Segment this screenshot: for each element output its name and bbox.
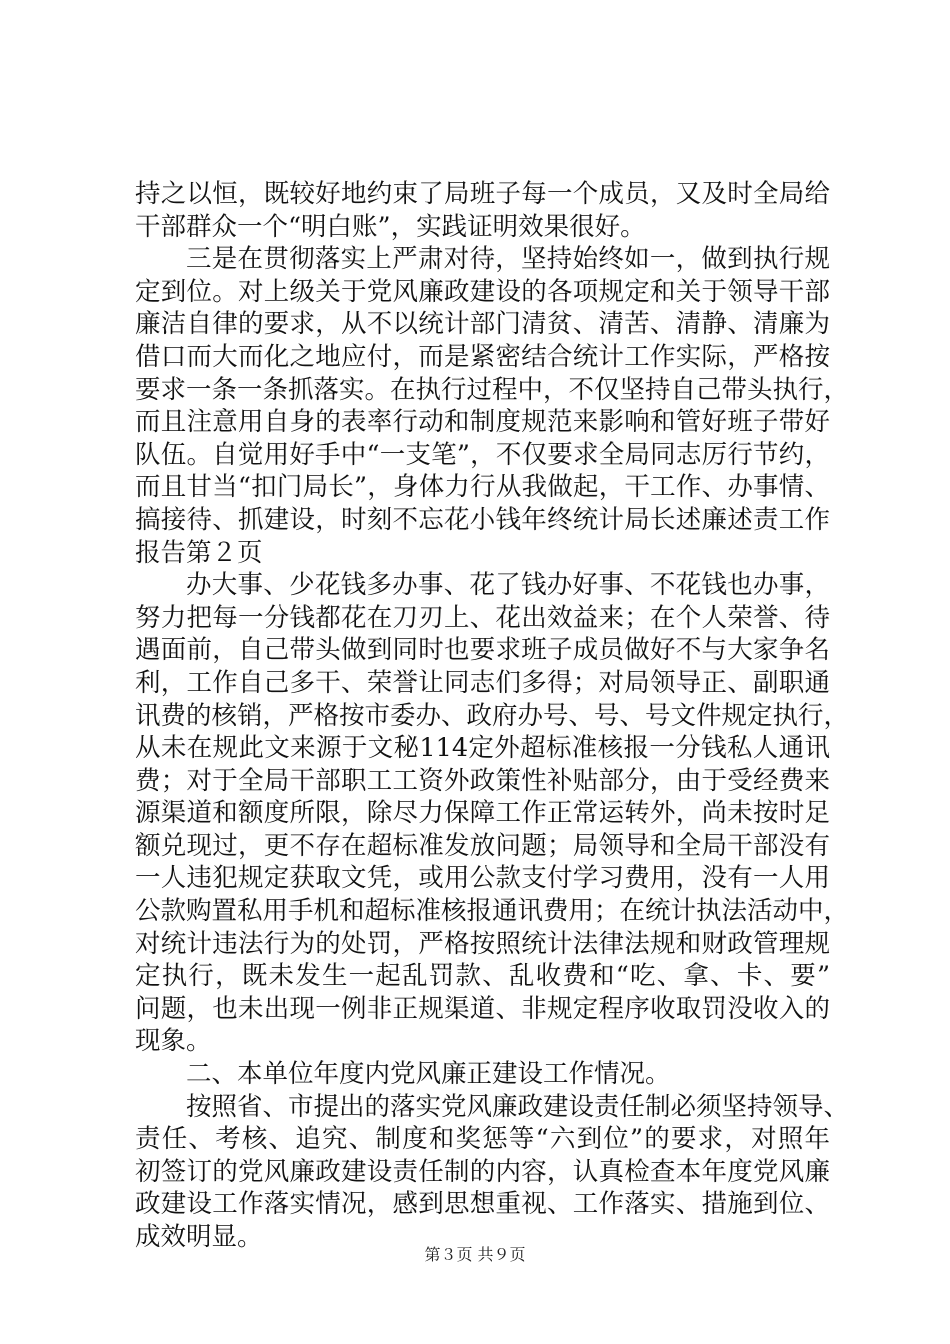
text-line: 定执行，既未发生一起乱罚款、乱收费和“吃、拿、卡、要” (135, 961, 830, 992)
text-line: 队伍。自觉用好手中“一支笔”，不仅要求全局同志厉行节约， (135, 439, 830, 470)
text-line: 三是在贯彻落实上严肃对待，坚持始终如一，做到执行规 (186, 244, 830, 275)
text-line: 而且注意用自身的表率行动和制度规范来影响和管好班子带好 (135, 407, 830, 438)
text-line: 干部群众一个“明白账”，实践证明效果很好。 (135, 211, 646, 242)
text-line: 讯费的核销，严格按市委办、政府办号、号、号文件规定执行， (135, 700, 850, 731)
text-line: 问题，也未出现一例非正规渠道、非规定程序收取罚没收入的 (135, 993, 830, 1024)
text-line: 现象。 (135, 1026, 212, 1057)
text-line: 借口而大而化之地应付，而是紧密结合统计工作实际，严格按 (135, 341, 830, 372)
text-line: 额兑现过，更不存在超标准发放问题；局领导和全局干部没有 (135, 830, 830, 861)
text-line: 利，工作自己多干、荣誉让同志们多得；对局领导正、副职通 (135, 667, 830, 698)
text-line: 报告第２页 (135, 537, 263, 568)
text-line: 责任、考核、追究、制度和奖惩等“六到位”的要求，对照年 (135, 1124, 830, 1155)
text-line: 成效明显。 (135, 1222, 263, 1252)
text-line: 按照省、市提出的落实党风廉政建设责任制必须坚持领导、 (186, 1091, 850, 1122)
text-line: 而且甘当“扣门局长”，身体力行从我做起，干工作、办事情、 (135, 472, 830, 503)
text-line: 对统计违法行为的处罚，严格按照统计法律法规和财政管理规 (135, 928, 830, 959)
text-line: 要求一条一条抓落实。在执行过程中，不仅坚持自己带头执行， (135, 374, 850, 405)
text-line: 定到位。对上级关于党风廉政建设的各项规定和关于领导干部 (135, 276, 830, 307)
text-line: 廉洁自律的要求，从不以统计部门清贫、清苦、清静、清廉为 (135, 309, 830, 340)
text-line: 持之以恒，既较好地约束了局班子每一个成员，又及时全局给 (135, 179, 830, 209)
text-line: 努力把每一分钱都花在刀刃上、花出效益来；在个人荣誉、待 (135, 602, 830, 633)
text-line: 遇面前，自己带头做到同时也要求班子成员做好不与大家争名 (135, 635, 830, 666)
text-line: 一人违犯规定获取文凭，或用公款支付学习费用，没有一人用 (135, 863, 830, 894)
text-line: 办大事、少花钱多办事、花了钱办好事、不花钱也办事， (186, 570, 830, 601)
page-footer: 第３页 共９页 (424, 1245, 526, 1264)
text-line: 费；对于全局干部职工工资外政策性补贴部分，由于受经费来 (135, 765, 830, 796)
text-line: 二、本单位年度内党风廉正建设工作情况。 (186, 1059, 671, 1090)
text-line: 源渠道和额度所限，除尽力保障工作正常运转外，尚未按时足 (135, 798, 830, 829)
document-body (135, 178, 850, 1254)
text-line: 搞接待、抓建设，时刻不忘花小钱年终统计局长述廉述责工作 (135, 504, 830, 535)
text-line: 政建设工作落实情况，感到思想重视、工作落实、措施到位、 (135, 1189, 830, 1220)
text-line: 从未在规此文来源于文秘114定外超标准核报一分钱私人通讯 (135, 733, 830, 764)
text-line: 初签订的党风廉政建设责任制的内容，认真检查本年度党风廉 (135, 1156, 830, 1187)
text-line: 公款购置私用手机和超标准核报通讯费用；在统计执法活动中， (135, 896, 850, 927)
